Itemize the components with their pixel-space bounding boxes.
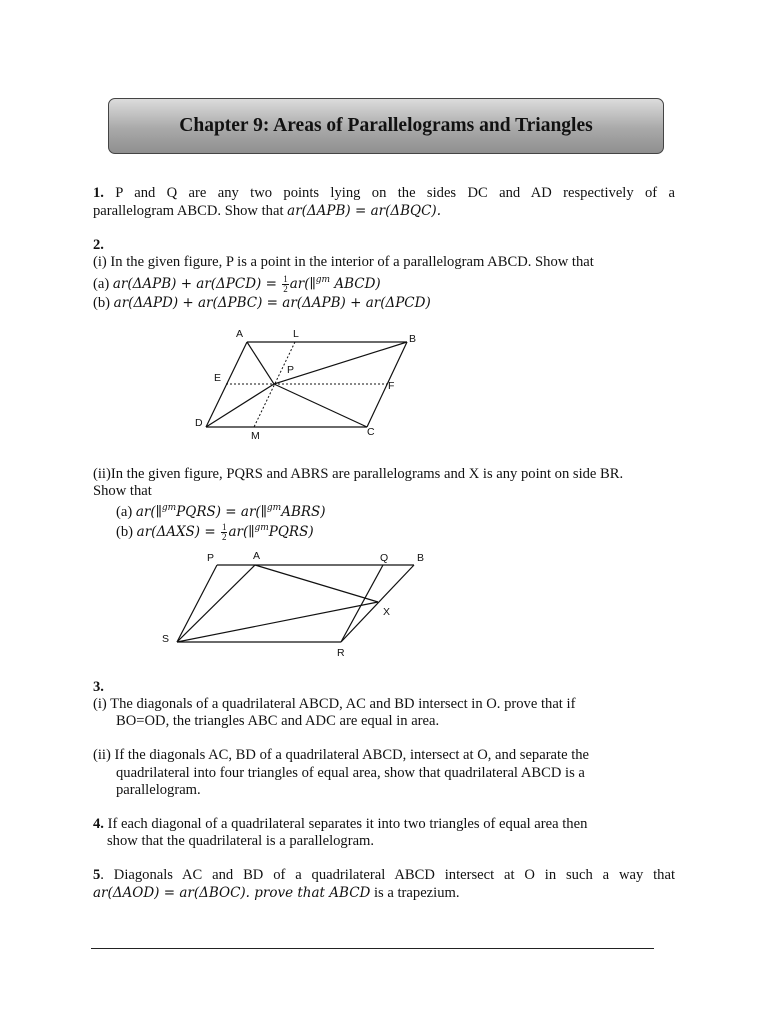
q2-number-line	[93, 237, 675, 255]
label-b2: B	[417, 552, 425, 564]
q2-ii-show: Show that	[93, 483, 152, 499]
figure-parallelogram-abcd	[190, 325, 430, 445]
q4-number: 4.	[93, 816, 104, 832]
label-a: A	[236, 328, 244, 340]
label-m: M	[251, 430, 260, 442]
q2-a-math2: ar(∥	[289, 275, 316, 292]
q2-b	[93, 295, 675, 313]
footer-rule	[91, 948, 654, 949]
q1-math: ar(ΔAPB) = ar(ΔBQC).	[287, 203, 441, 219]
q2-a-label: (a)	[93, 275, 113, 292]
edge-br	[341, 565, 414, 642]
q2-a-frac-top: 1	[283, 274, 288, 285]
q2-iia-m2: PQRS) = ar(∥	[176, 503, 267, 520]
label-l: L	[293, 328, 299, 340]
chapter-title: Chapter 9: Areas of Parallelograms and Triangles	[179, 115, 593, 136]
q4-line1	[93, 816, 675, 834]
label-e: E	[214, 372, 222, 384]
q2-a-math3: ABCD)	[330, 275, 381, 292]
q5-number: 5	[93, 867, 101, 883]
q2-iib-sup: gm	[254, 523, 269, 533]
q5-line2	[93, 885, 675, 903]
q2-ii-intro: (ii)In the given figure, PQRS and ABRS are parallelograms and X is any point on side BR.	[93, 466, 624, 482]
segment-ax	[255, 565, 378, 602]
q2-iia-sup1: gm	[161, 503, 177, 513]
label-s2: S	[162, 633, 170, 645]
edge-ps	[177, 565, 217, 642]
chapter-title-box	[108, 98, 664, 154]
label-b: B	[409, 333, 417, 345]
q2-a	[93, 272, 675, 294]
segment-sx	[177, 602, 378, 642]
label-p2: P	[207, 552, 215, 564]
q2-iib-frac-top: 1	[221, 522, 227, 533]
q3-ii-line2: quadrilateral into four triangles of equal area, show that quadrilateral ABCD is a	[116, 765, 585, 781]
q2-i-intro: (i) In the given figure, P is a point in the interior of a parallelogram ABCD. Show that	[93, 254, 594, 270]
q2-iib-m1: ar(ΔAXS) =	[136, 523, 220, 540]
q2-a-frac-bot: 2	[283, 284, 288, 295]
q2-ii-a	[93, 500, 698, 521]
q1-text: P and Q are any two points lying on the sides DC and AD respectively of a	[103, 185, 675, 201]
q2-b-label: (b)	[93, 295, 114, 311]
q2-iia-m1: ar(∥	[135, 503, 162, 520]
q2-a-sup: gm	[315, 275, 331, 285]
q5-tail: is a trapezium.	[370, 885, 460, 901]
q1-line2	[93, 203, 675, 221]
label-r2: R	[337, 647, 345, 659]
q2-iib-m3: PQRS)	[268, 523, 314, 540]
q3-ii-line3: parallelogram.	[116, 782, 201, 798]
label-a2: A	[253, 550, 261, 562]
segment-ap	[247, 342, 274, 384]
q2-ii-b	[93, 520, 698, 542]
q2-iib-m2: ar(∥	[228, 523, 255, 540]
q2-iib-frac-bot: 2	[221, 532, 227, 543]
q2-iib-label: (b)	[116, 523, 137, 540]
q3-ii-line1: (ii) If the diagonals AC, BD of a quadrilateral ABCD, intersect at O, and separate the	[93, 747, 590, 763]
q3-i-line1: (i) The diagonals of a quadrilateral ABCD, AC and BD intersect in O. prove that if	[93, 696, 576, 712]
q1-text2: parallelogram ABCD. Show that	[93, 203, 288, 219]
q4-line2: show that the quadrilateral is a parallelogram.	[107, 833, 375, 849]
q2-a-math1: ar(ΔAPB) + ar(ΔPCD) =	[112, 275, 282, 292]
q4-text: If each diagonal of a quadrilateral separates it into two triangles of equal area then	[103, 816, 588, 832]
q2-iia-label: (a)	[116, 503, 136, 520]
label-c: C	[367, 426, 375, 438]
q2-iia-sup2: gm	[266, 503, 282, 513]
label-f: F	[388, 380, 395, 392]
edge-as	[177, 565, 255, 642]
label-q2: Q	[380, 552, 389, 564]
q2-iia-m3: ABRS)	[281, 503, 326, 520]
label-x2: X	[383, 606, 391, 618]
q5-text: . Diagonals AC and BD of a quadrilateral ABCD intersect at O in such a way that	[100, 867, 675, 883]
segment-cp	[274, 384, 367, 427]
q2-iib-fraction	[221, 523, 228, 542]
label-p: P	[287, 364, 295, 376]
q2-number: 2.	[93, 237, 104, 253]
q3-i-line2: BO=OD, the triangles ABC and ADC are equal in area.	[116, 713, 440, 729]
q3-number-line	[93, 679, 675, 697]
q1-number: 1.	[93, 185, 104, 201]
q2-b-math: ar(ΔAPD) + ar(ΔPBC) = ar(ΔAPB) + ar(ΔPCD)	[113, 295, 431, 311]
q3-number: 3.	[93, 679, 104, 695]
label-d: D	[195, 417, 203, 429]
q1-line1	[93, 185, 675, 203]
q5-line1	[93, 867, 675, 885]
q5-math: ar(ΔAOD) = ar(ΔBOC). prove that ABCD	[93, 885, 371, 901]
segment-bp	[274, 342, 407, 384]
q2-a-fraction	[282, 275, 289, 294]
figure-parallelograms-pqrs-abrs	[155, 545, 445, 660]
